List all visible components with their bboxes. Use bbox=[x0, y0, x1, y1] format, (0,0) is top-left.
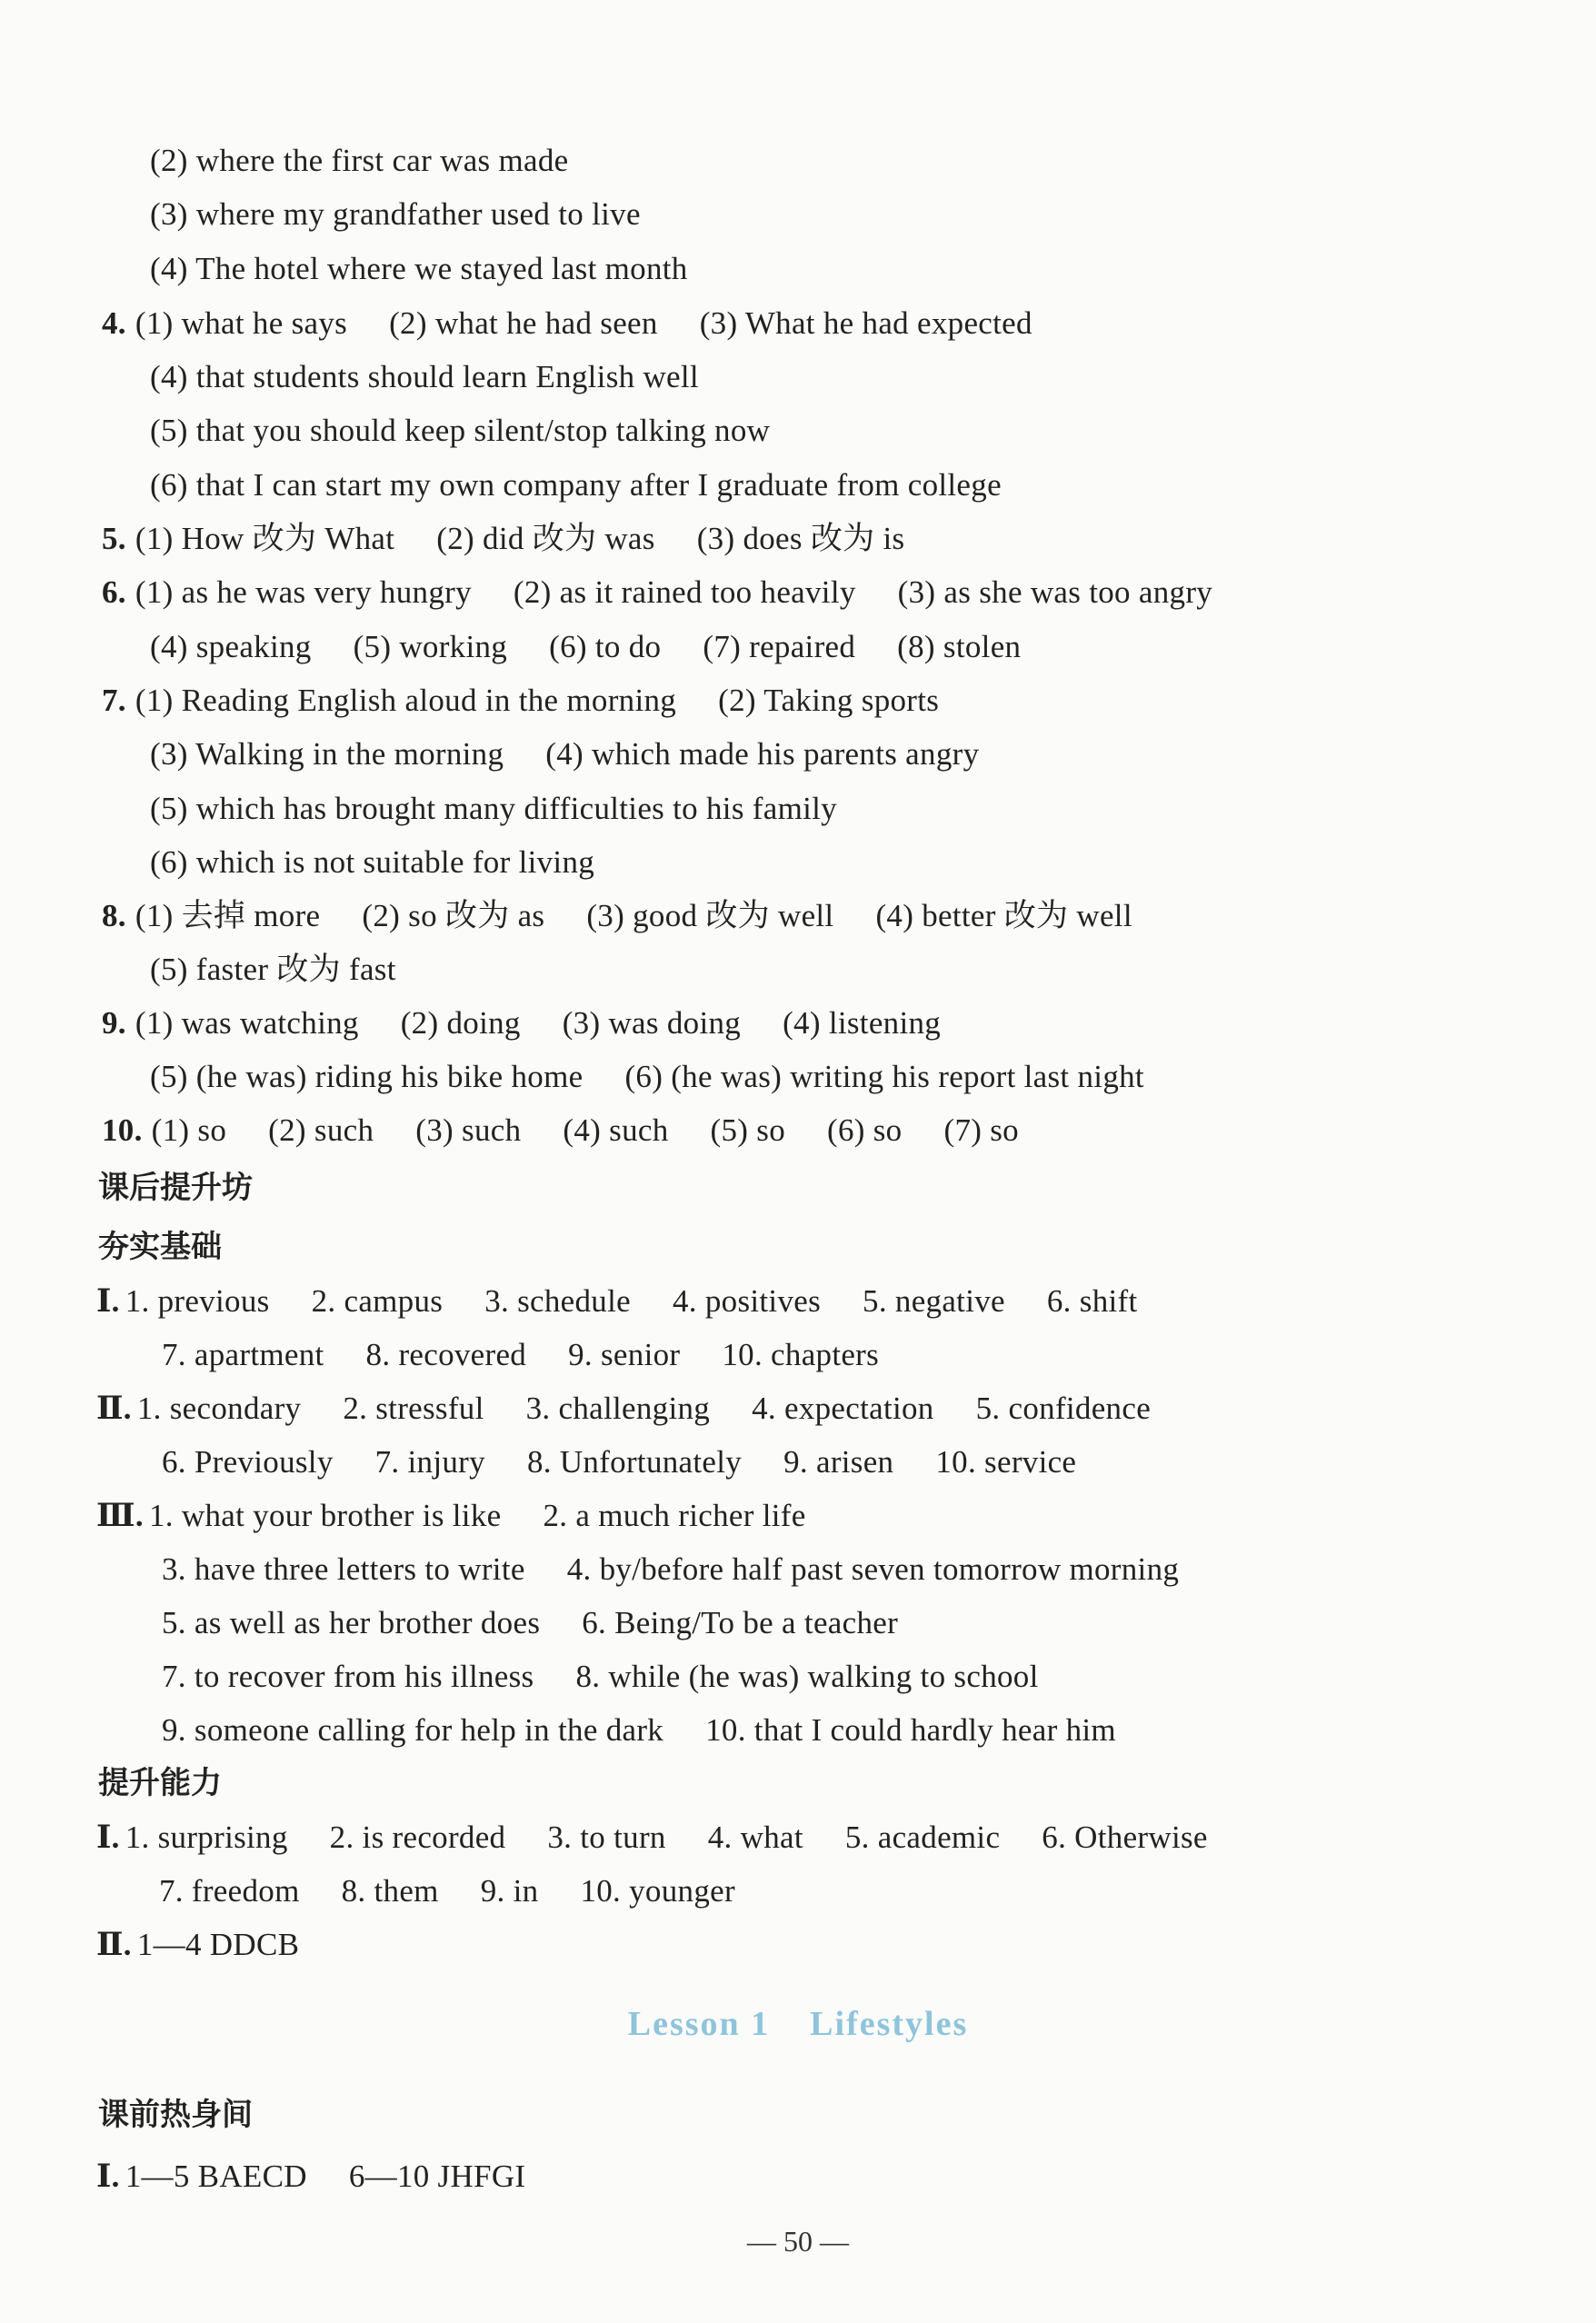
answer-item: (3) Walking in the morning bbox=[150, 736, 504, 772]
answer-item: 1. surprising bbox=[125, 1820, 288, 1855]
answer-line bbox=[150, 734, 979, 774]
question-number: 10. bbox=[102, 1112, 143, 1148]
answer-item: (3) as she was too angry bbox=[897, 574, 1213, 610]
answer-item: 4. positives bbox=[672, 1283, 822, 1319]
answer-item: (4) better 改为 well bbox=[875, 898, 1132, 933]
answer-line bbox=[102, 1111, 1019, 1151]
question-number: Ⅰ. bbox=[96, 1820, 120, 1855]
heading-after-class: 课后提升坊 bbox=[98, 1170, 253, 1206]
answer-line bbox=[150, 465, 1002, 505]
answer-item: 7. freedom bbox=[159, 1873, 300, 1909]
answer-item: 10. that I could hardly hear him bbox=[705, 1712, 1116, 1748]
answer-line bbox=[96, 1818, 1208, 1858]
answer-line bbox=[150, 789, 837, 829]
answer-item: 7. injury bbox=[374, 1444, 485, 1480]
answer-item: 9. in bbox=[480, 1873, 539, 1909]
answer-item: 1—4 DDCB bbox=[136, 1927, 300, 1962]
answer-line bbox=[96, 2157, 525, 2197]
answer-item: (3) What he had expected bbox=[699, 305, 1032, 341]
lesson-title bbox=[0, 2004, 1596, 2044]
answer-item: 6—10 JHFGI bbox=[348, 2158, 526, 2194]
answer-item: (1) Reading English aloud in the morning bbox=[135, 683, 677, 718]
answer-item: 1. what your brother is like bbox=[148, 1498, 502, 1533]
answer-item: (4) speaking bbox=[150, 629, 312, 664]
answer-item: 9. senior bbox=[568, 1337, 681, 1372]
answer-item: 8. Unfortunately bbox=[526, 1444, 743, 1480]
answer-line bbox=[102, 304, 1032, 344]
answer-item: (5) working bbox=[353, 629, 508, 664]
answer-item: 5. as well as her brother does bbox=[162, 1605, 541, 1640]
answer-item: 4. what bbox=[707, 1820, 803, 1855]
heading-foundation: 夯实基础 bbox=[98, 1229, 222, 1265]
answer-item: (4) such bbox=[563, 1112, 669, 1148]
answer-item: (4) listening bbox=[783, 1005, 942, 1041]
answer-item: 3. schedule bbox=[484, 1283, 631, 1319]
answer-item: (1) what he says bbox=[135, 305, 348, 341]
answer-item: 2. stressful bbox=[343, 1391, 484, 1426]
answer-line bbox=[150, 950, 396, 990]
answer-item: 6. Otherwise bbox=[1042, 1820, 1208, 1855]
question-number: 8. bbox=[102, 898, 126, 933]
answer-line bbox=[162, 1335, 879, 1375]
answer-item: 1. previous bbox=[125, 1283, 270, 1319]
lesson-label: Lesson 1 bbox=[627, 2005, 771, 2043]
answer-item: 3. challenging bbox=[525, 1391, 711, 1426]
answer-line bbox=[102, 519, 904, 559]
answer-item: (4) that students should learn English well bbox=[150, 359, 699, 394]
question-number: Ⅰ. bbox=[96, 1283, 120, 1319]
answer-item: (3) was doing bbox=[562, 1005, 742, 1041]
answer-item: 8. recovered bbox=[365, 1337, 527, 1372]
answer-item: 10. chapters bbox=[722, 1337, 880, 1372]
answer-line bbox=[150, 194, 641, 234]
answer-item: 8. while (he was) walking to school bbox=[575, 1659, 1039, 1694]
answer-item: 2. is recorded bbox=[329, 1820, 506, 1855]
answer-item: (2) Taking sports bbox=[718, 683, 940, 718]
answer-item: (6) to do bbox=[549, 629, 662, 664]
lesson-name: Lifestyles bbox=[810, 2005, 969, 2043]
answer-item: (4) which made his parents angry bbox=[545, 736, 980, 772]
answer-item: 9. arisen bbox=[783, 1444, 894, 1480]
answer-item: 6. shift bbox=[1046, 1283, 1138, 1319]
answer-item: (1) so bbox=[151, 1112, 227, 1148]
answer-item: (5) which has brought many difficulties to his family bbox=[150, 791, 837, 826]
answer-item: 1. secondary bbox=[136, 1391, 302, 1426]
answer-line bbox=[96, 1925, 299, 1965]
answer-line bbox=[150, 141, 569, 181]
answer-item: 9. someone calling for help in the dark bbox=[162, 1712, 664, 1748]
page-number: — 50 — bbox=[747, 2225, 849, 2258]
answer-item: (2) so 改为 as bbox=[362, 898, 545, 933]
answer-item: 3. have three letters to write bbox=[162, 1551, 525, 1587]
answer-line bbox=[150, 842, 594, 882]
question-number: 5. bbox=[102, 521, 126, 556]
answer-item: 6. Being/To be a teacher bbox=[582, 1605, 899, 1640]
answer-item: (5) (he was) riding his bike home bbox=[150, 1059, 584, 1094]
answer-line bbox=[102, 1003, 941, 1043]
answer-item: (1) was watching bbox=[135, 1005, 359, 1041]
answer-line bbox=[102, 573, 1212, 613]
answer-item: 6. Previously bbox=[162, 1444, 334, 1480]
answer-line bbox=[150, 411, 770, 451]
answer-item: (5) faster 改为 fast bbox=[150, 952, 396, 987]
answer-item: (6) so bbox=[827, 1112, 903, 1148]
answer-line bbox=[102, 896, 1132, 936]
answer-line bbox=[96, 1389, 1151, 1429]
answer-item: 8. them bbox=[341, 1873, 439, 1909]
answer-line bbox=[102, 681, 939, 721]
answer-item: (1) as he was very hungry bbox=[135, 574, 472, 610]
answer-line bbox=[159, 1871, 735, 1911]
answer-item: 1—5 BAECD bbox=[125, 2158, 307, 2194]
answer-item: (6) which is not suitable for living bbox=[150, 844, 595, 880]
answer-item: 5. confidence bbox=[975, 1391, 1152, 1426]
answer-line bbox=[150, 1057, 1144, 1097]
answer-item: (6) that I can start my own company after I graduate from college bbox=[150, 467, 1002, 503]
answer-line bbox=[162, 1550, 1179, 1590]
answer-item: (7) so bbox=[943, 1112, 1019, 1148]
answer-item: (2) what he had seen bbox=[389, 305, 658, 341]
question-number: Ⅱ. bbox=[96, 1391, 132, 1426]
answer-item: (4) The hotel where we stayed last month bbox=[150, 251, 688, 286]
answer-item: (8) stolen bbox=[897, 629, 1022, 664]
answer-item: 7. apartment bbox=[162, 1337, 324, 1372]
question-number: Ⅰ. bbox=[96, 2158, 120, 2194]
answer-item: 2. campus bbox=[311, 1283, 444, 1319]
question-number: 7. bbox=[102, 683, 126, 718]
answer-line bbox=[162, 1442, 1076, 1482]
answer-line bbox=[150, 627, 1021, 667]
answer-item: 4. expectation bbox=[752, 1391, 934, 1426]
heading-improve: 提升能力 bbox=[98, 1765, 222, 1801]
answer-item: (1) How 改为 What bbox=[135, 521, 395, 556]
answer-item: (5) that you should keep silent/stop talking now bbox=[150, 413, 771, 448]
answer-item: (2) did 改为 was bbox=[436, 521, 655, 556]
answer-item: (2) doing bbox=[400, 1005, 521, 1041]
answer-line bbox=[150, 249, 688, 289]
answer-item: (2) where the first car was made bbox=[150, 143, 569, 178]
heading-before-class: 课前热身间 bbox=[98, 2097, 253, 2133]
answer-item: 4. by/before half past seven tomorrow morning bbox=[566, 1551, 1180, 1587]
answer-item: (3) where my grandfather used to live bbox=[150, 196, 641, 232]
answer-line bbox=[96, 1496, 806, 1536]
answer-item: 5. negative bbox=[863, 1283, 1005, 1319]
question-number: Ⅲ. bbox=[96, 1498, 144, 1533]
answer-item: 10. service bbox=[935, 1444, 1077, 1480]
answer-item: (2) such bbox=[268, 1112, 374, 1148]
answer-item: (6) (he was) writing his report last night bbox=[624, 1059, 1144, 1094]
answer-line bbox=[162, 1603, 898, 1643]
question-number: 6. bbox=[102, 574, 126, 610]
question-number: Ⅱ. bbox=[96, 1927, 132, 1962]
answer-line bbox=[162, 1710, 1116, 1750]
answer-item: (3) does 改为 is bbox=[696, 521, 905, 556]
answer-item: (3) such bbox=[415, 1112, 522, 1148]
question-number: 9. bbox=[102, 1005, 126, 1041]
answer-item: 3. to turn bbox=[547, 1820, 666, 1855]
answer-item: (5) so bbox=[710, 1112, 785, 1148]
answer-item: 2. a much richer life bbox=[543, 1498, 806, 1533]
answer-item: 5. academic bbox=[844, 1820, 1001, 1855]
answer-item: (2) as it rained too heavily bbox=[513, 574, 856, 610]
answer-line bbox=[162, 1657, 1039, 1697]
answer-item: 10. younger bbox=[580, 1873, 735, 1909]
answer-item: (3) good 改为 well bbox=[586, 898, 834, 933]
answer-line bbox=[96, 1281, 1138, 1321]
answer-line bbox=[150, 357, 699, 397]
answer-item: 7. to recover from his illness bbox=[162, 1659, 534, 1694]
answer-item: (1) 去掉 more bbox=[135, 898, 321, 933]
question-number: 4. bbox=[102, 305, 126, 341]
answer-item: (7) repaired bbox=[703, 629, 856, 664]
